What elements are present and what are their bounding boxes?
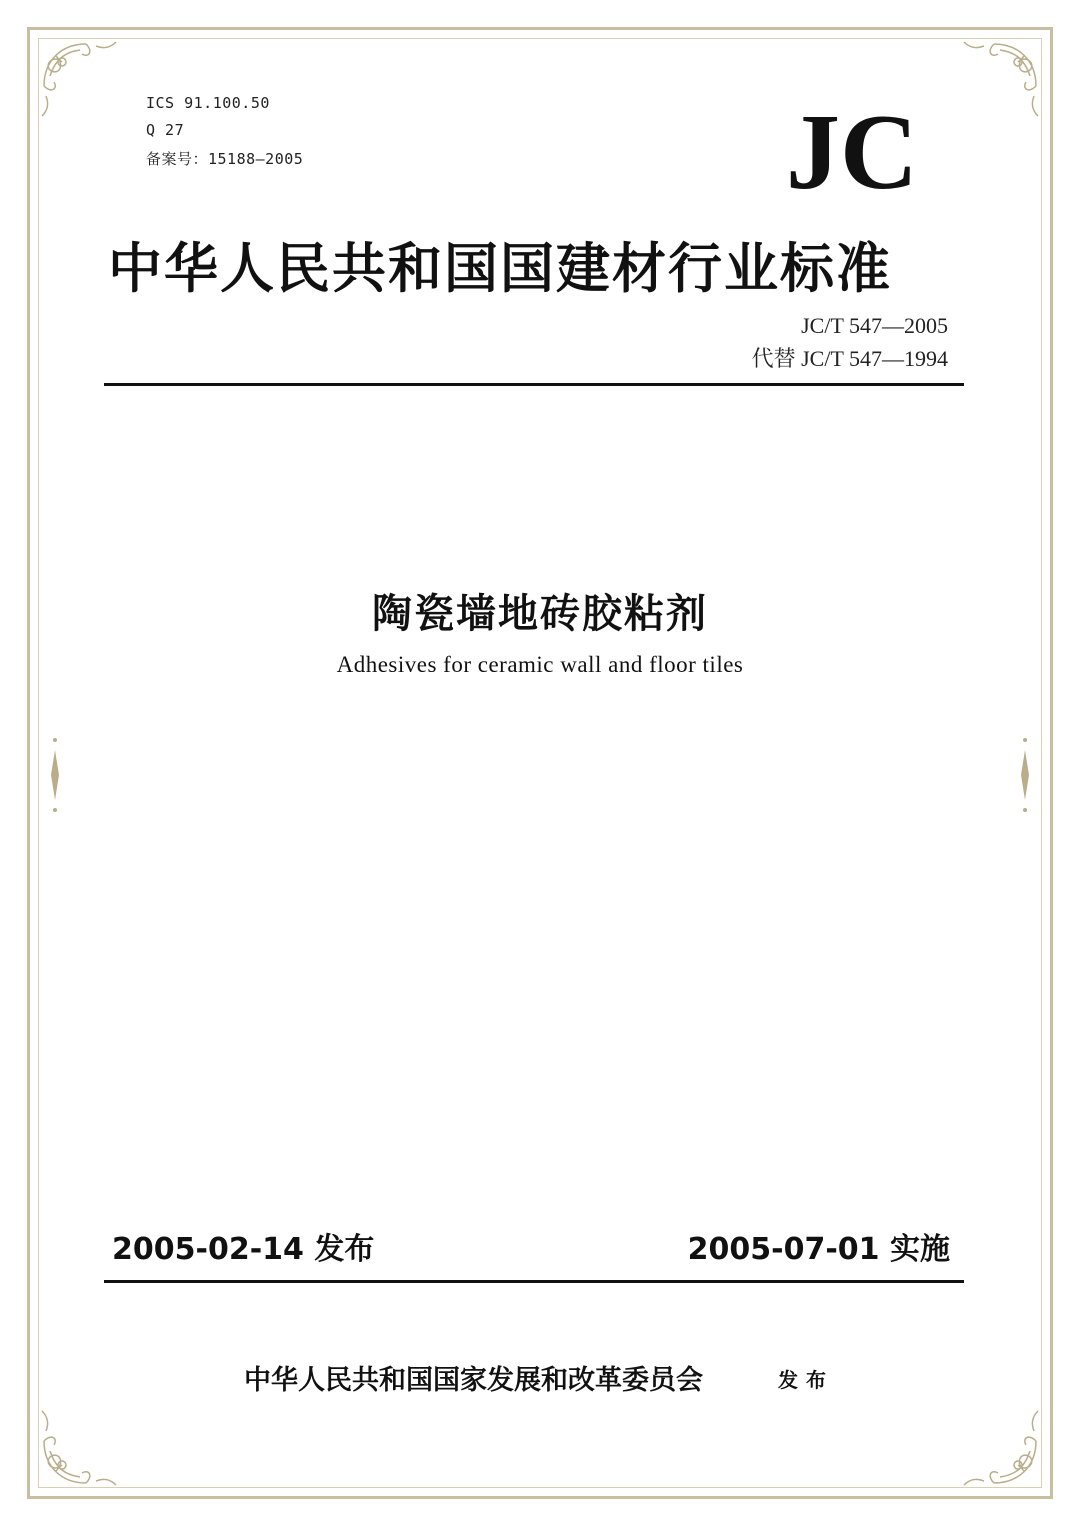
corner-ornament-icon xyxy=(944,36,1044,136)
record-number: 备案号：15188—2005 xyxy=(146,150,304,168)
implementation-date: 2005-07-01 实施 xyxy=(687,1232,950,1267)
bottom-divider xyxy=(104,1280,964,1283)
side-ornament-icon xyxy=(49,730,61,820)
top-divider xyxy=(104,383,964,386)
issuing-authority: 中华人民共和国国家发展和改革委员会 xyxy=(244,1365,703,1396)
side-ornament-icon xyxy=(1019,730,1031,820)
corner-ornament-icon xyxy=(944,1391,1044,1491)
corner-ornament-icon xyxy=(36,36,136,136)
logo-text: JC xyxy=(786,100,918,200)
standard-category-title: 中华人民共和国国建材行业标准 xyxy=(108,237,892,300)
ccs-code: Q 27 xyxy=(146,121,185,139)
document-title-en: Adhesives for ceramic wall and floor tiles xyxy=(336,652,744,677)
issue-date: 2005-02-14 发布 xyxy=(112,1232,375,1267)
issue-action: 发布 xyxy=(778,1368,834,1392)
standard-number: JC/T 547—2005 xyxy=(801,313,948,338)
jc-logo xyxy=(765,100,940,200)
document-title-cn: 陶瓷墙地砖胶粘剂 xyxy=(372,591,708,637)
corner-ornament-icon xyxy=(36,1391,136,1491)
replaced-standard: 代替 JC/T 547—1994 xyxy=(751,346,948,371)
ics-code: ICS 91.100.50 xyxy=(146,94,270,112)
